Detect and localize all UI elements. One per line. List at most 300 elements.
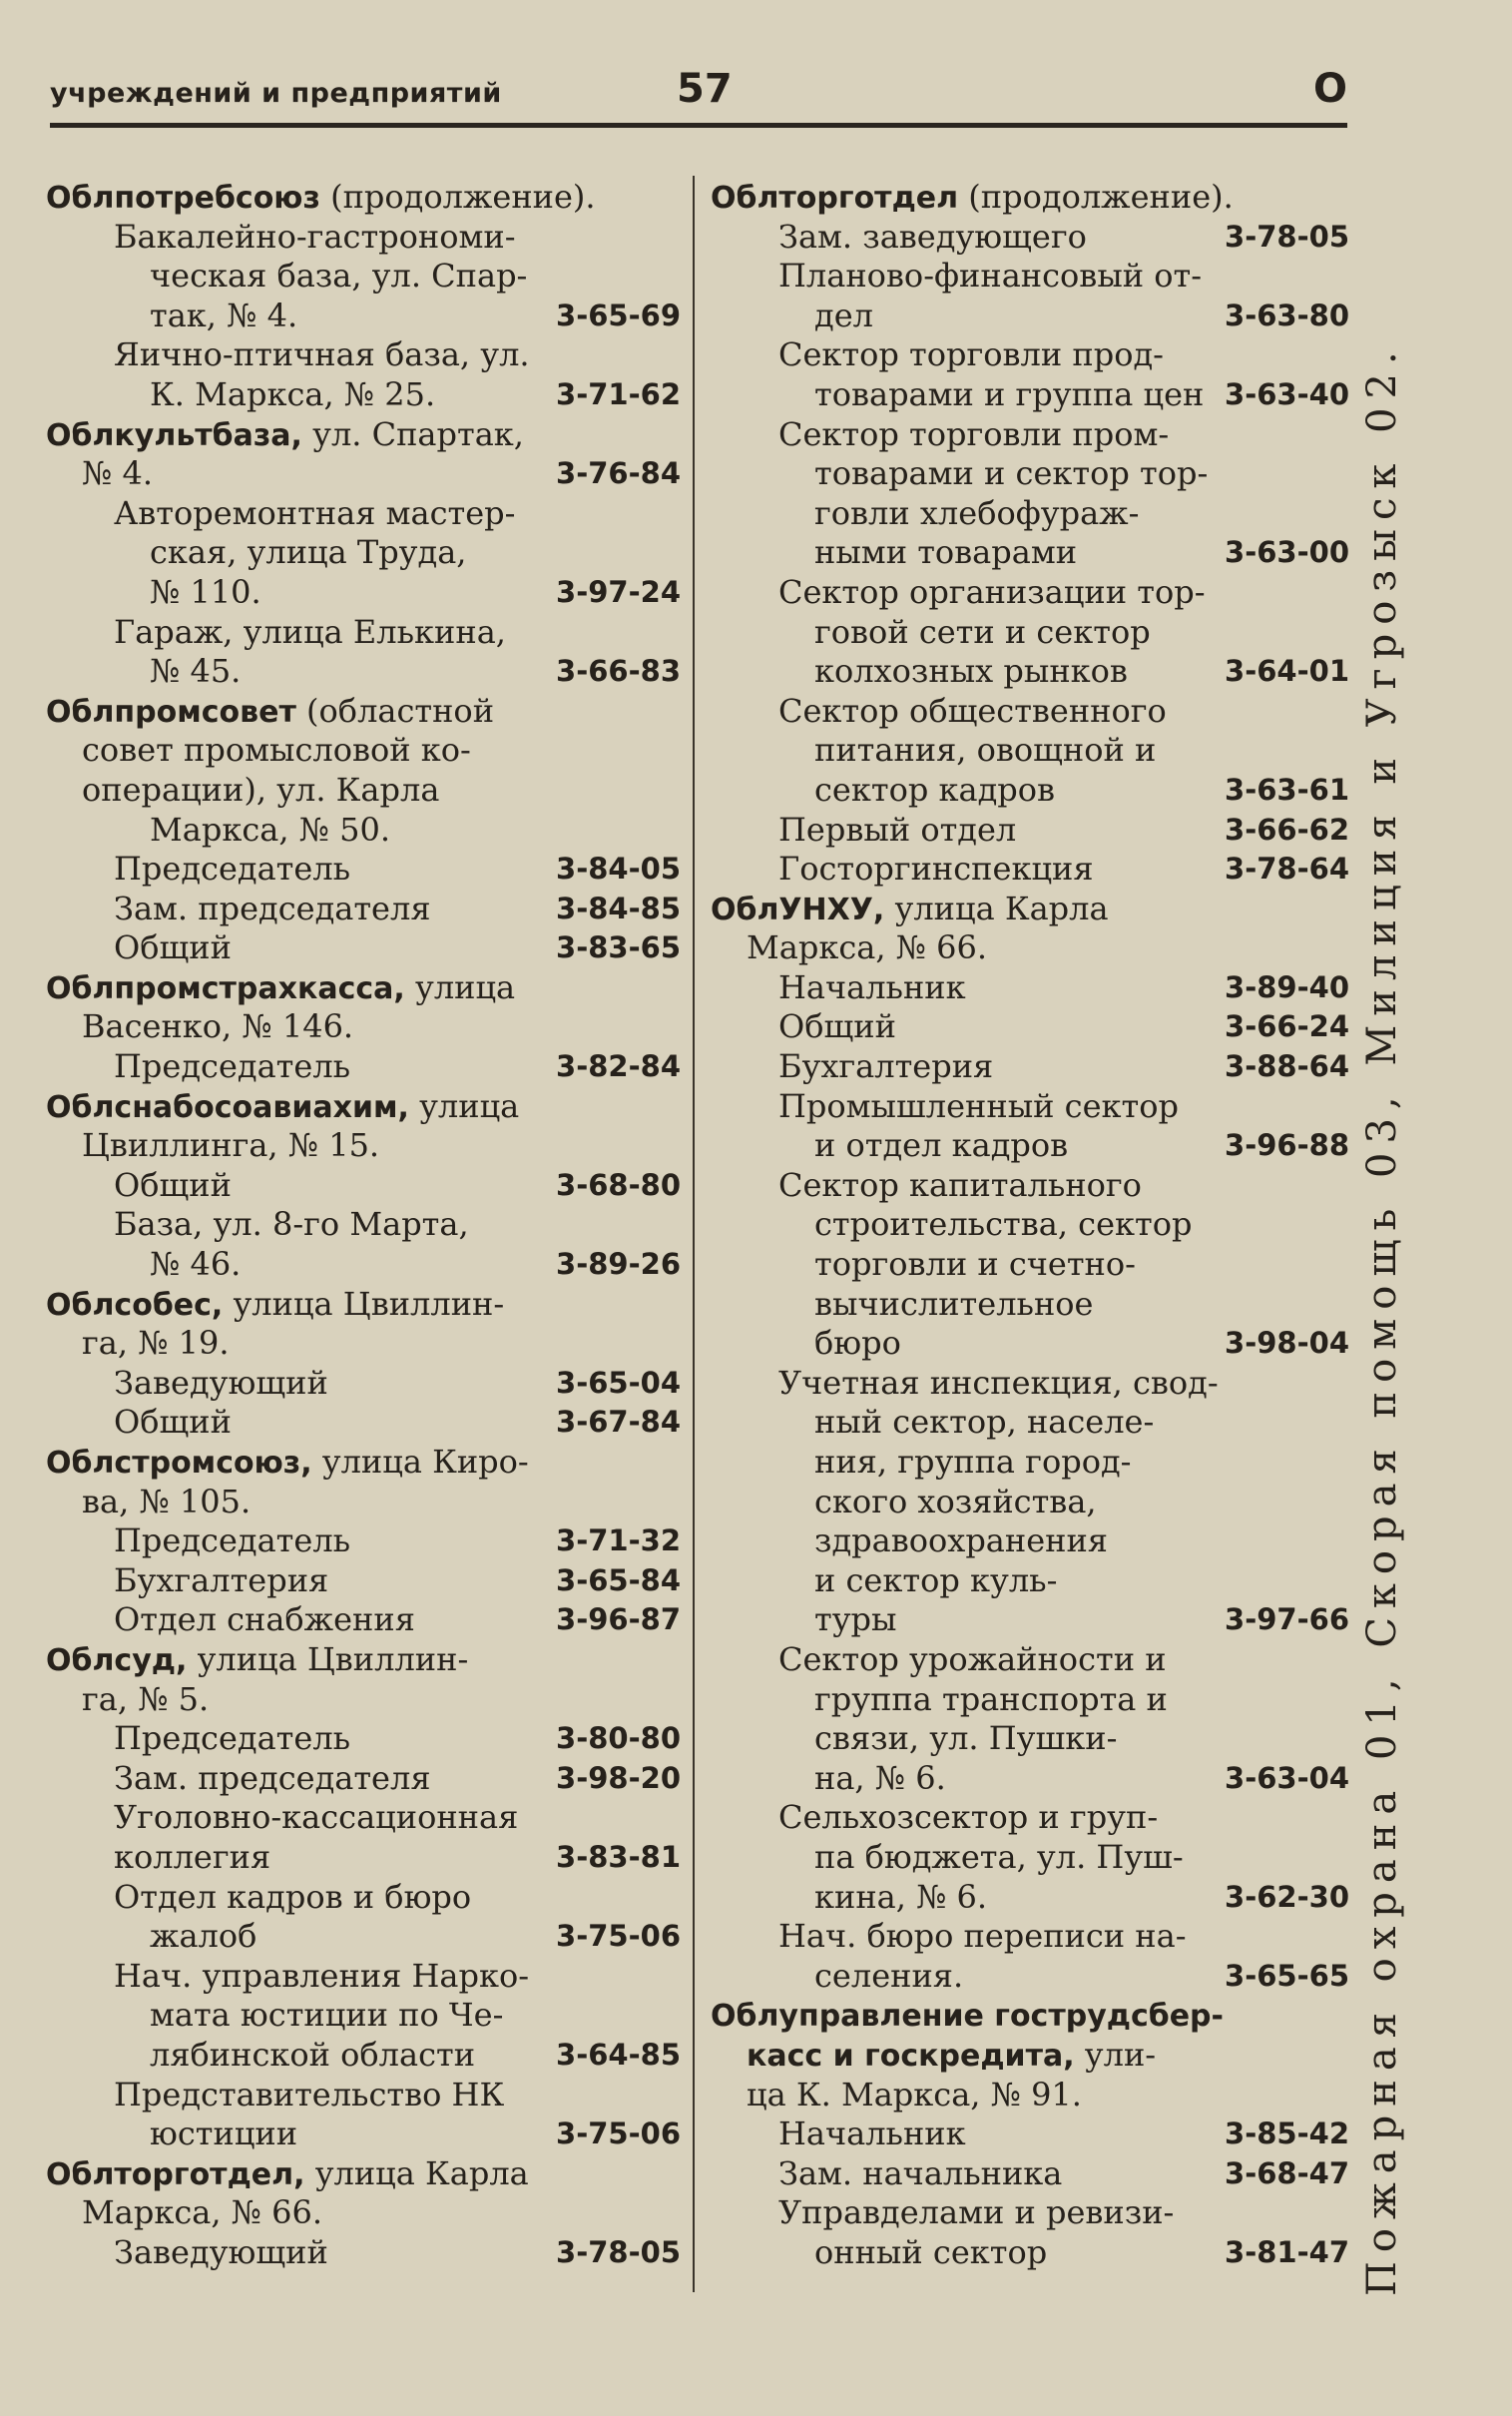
entry-text: Гараж, улица Елькина, (114, 612, 506, 651)
entry-text: Общий (114, 1403, 232, 1442)
entry-text: Зам. начальника (778, 2153, 1063, 2192)
entry-line (46, 494, 681, 534)
phone-number: 3-65-65 (1225, 1958, 1349, 1993)
entry-line (711, 533, 1349, 573)
entry-line (711, 2036, 1349, 2076)
phone-number: 3-83-65 (556, 930, 681, 965)
phone-number: 3-97-66 (1225, 1602, 1349, 1637)
entry-line (46, 1166, 681, 1206)
entry-text: ный сектор, населе- (814, 1403, 1155, 1442)
phone-number: 3-78-05 (1225, 219, 1349, 254)
entry-text: туры (814, 1600, 897, 1639)
entry-line (711, 454, 1349, 494)
entry-text: ными товарами (814, 533, 1078, 572)
directory-entry (46, 2076, 681, 2154)
directory-entry (46, 928, 681, 968)
entry-line (46, 1957, 681, 1997)
entry-text: Председатель (114, 1719, 351, 1758)
entry-text: строительства, сектор (814, 1205, 1193, 1244)
organization-name: Облсуд, (46, 1642, 188, 1678)
phone-number: 3-89-40 (1225, 969, 1349, 1004)
entry-text: Председатель (114, 1521, 351, 1560)
entry-line (711, 1483, 1349, 1522)
entry-line (46, 850, 681, 890)
entry-line (46, 218, 681, 258)
entry-text: здравоохранения (814, 1521, 1108, 1560)
phone-number: 3-85-42 (1225, 2116, 1349, 2151)
entry-line (711, 1205, 1349, 1245)
organization-name: Облторготдел, (46, 2156, 305, 2192)
entry-line (711, 1878, 1349, 1918)
entry-text: Учетная инспекция, свод- (778, 1363, 1219, 1402)
entry-text: Сельхозсектор и груп- (778, 1798, 1159, 1837)
entry-line (46, 178, 681, 218)
phone-number: 3-64-01 (1225, 654, 1349, 689)
page-number: 57 (677, 66, 733, 112)
directory-entry (46, 1600, 681, 1640)
entry-text: товарами и группа цен (814, 374, 1205, 413)
entry-line (711, 1285, 1349, 1325)
directory-entry (46, 1640, 681, 1719)
entry-line (711, 1245, 1349, 1285)
entry-text: Начальник (778, 2114, 966, 2153)
entry-text: товарами и сектор тор- (814, 454, 1209, 493)
entry-line (46, 1126, 681, 1166)
entry-text: кина, № 6. (814, 1877, 988, 1916)
entry-text: (областной (295, 691, 495, 730)
phone-number: 3-63-04 (1225, 1760, 1349, 1795)
entry-text: говли хлебофураж- (814, 493, 1140, 532)
entry-line (711, 1126, 1349, 1166)
entry-line (46, 1798, 681, 1838)
entry-text: Председатель (114, 1047, 351, 1086)
entry-text: Сектор торговли прод- (778, 335, 1164, 374)
directory-entry (711, 811, 1349, 851)
organization-name: Облпромсовет (46, 694, 296, 730)
entry-line (711, 1798, 1349, 1838)
entry-text: Зам. председателя (114, 889, 431, 927)
entry-line (46, 811, 681, 851)
entry-text: па бюджета, ул. Пуш- (814, 1837, 1184, 1876)
entry-line (711, 1838, 1349, 1878)
phone-number: 3-96-88 (1225, 1128, 1349, 1163)
entry-line (46, 533, 681, 573)
column-divider (693, 176, 695, 2292)
entry-line (46, 968, 681, 1008)
directory-entry (46, 218, 681, 336)
entry-line (711, 1324, 1349, 1364)
directory-entry (711, 415, 1349, 573)
entry-line (46, 1324, 681, 1364)
phone-number: 3-62-30 (1225, 1879, 1349, 1914)
phone-number: 3-96-87 (556, 1602, 681, 1637)
entry-text: жалоб (150, 1917, 257, 1956)
directory-entry (711, 1996, 1349, 2114)
entry-line (46, 2193, 681, 2233)
phone-number: 3-66-83 (556, 654, 681, 689)
entry-text: онный сектор (814, 2232, 1048, 2271)
entry-text: К. Маркса, № 25. (150, 374, 436, 413)
entry-line (46, 928, 681, 968)
entry-line (46, 1047, 681, 1087)
directory-entry (711, 1047, 1349, 1087)
entry-line (46, 454, 681, 494)
entry-text: торговли и счетно- (814, 1245, 1136, 1284)
entry-text: База, ул. 8-го Марта, (114, 1205, 469, 1244)
entry-line (46, 375, 681, 415)
directory-entry (46, 1047, 681, 1087)
entry-text: Заведующий (114, 1363, 328, 1402)
entry-text: Планово-финансовый от- (778, 257, 1203, 296)
directory-entry (46, 692, 681, 850)
entry-text: Бухгалтерия (114, 1560, 329, 1599)
phone-number: 3-76-84 (556, 456, 681, 491)
entry-line (711, 811, 1349, 851)
entry-line (711, 335, 1349, 375)
directory-entry (711, 692, 1349, 811)
right-column (711, 178, 1349, 2272)
entry-line (711, 1047, 1349, 1087)
entry-line (711, 1364, 1349, 1404)
entry-line (46, 257, 681, 297)
entry-line (711, 850, 1349, 890)
entry-line (46, 335, 681, 375)
organization-name: Облсобес, (46, 1287, 224, 1323)
entry-line (711, 1443, 1349, 1483)
entry-text: и сектор куль- (814, 1560, 1058, 1599)
entry-text: Сектор урожайности и (778, 1639, 1167, 1678)
entry-text: ва, № 105. (82, 1482, 252, 1520)
entry-line (46, 652, 681, 692)
entry-text: связи, ул. Пушки- (814, 1719, 1118, 1758)
directory-entry (46, 1957, 681, 2076)
directory-entry (46, 613, 681, 692)
entry-line (711, 297, 1349, 336)
entry-line (711, 2114, 1349, 2154)
directory-entry (711, 1364, 1349, 1640)
entry-text: Промышленный сектор (778, 1086, 1179, 1125)
directory-entry (46, 890, 681, 929)
entry-text: говой сети и сектор (814, 612, 1151, 651)
entry-text: улица Карла (884, 889, 1109, 927)
phone-number: 3-67-84 (556, 1405, 681, 1440)
entry-line (46, 1364, 681, 1404)
entry-text: Госторгинспекция (778, 850, 1094, 889)
entry-line (711, 415, 1349, 455)
directory-entry (711, 1640, 1349, 1798)
entry-line (711, 2076, 1349, 2115)
phone-number: 3-78-64 (1225, 852, 1349, 887)
organization-name: Облснабосоавиахим, (46, 1089, 409, 1125)
entry-text: селения. (814, 1956, 964, 1995)
entry-line (46, 613, 681, 653)
entry-text: на, № 6. (814, 1758, 946, 1797)
entry-text: ского хозяйства, (814, 1482, 1097, 1520)
entry-line (711, 968, 1349, 1008)
entry-text: га, № 5. (82, 1679, 210, 1718)
entry-text: вычислительное (814, 1284, 1094, 1323)
phone-number: 3-65-84 (556, 1562, 681, 1597)
entry-text: лябинской области (150, 2035, 476, 2074)
entry-text: группа транспорта и (814, 1679, 1168, 1718)
phone-number: 3-68-80 (556, 1167, 681, 1202)
entry-text: Управделами и ревизи- (778, 2193, 1175, 2232)
phone-number: 3-66-24 (1225, 1009, 1349, 1044)
entry-text: коллегия (114, 1837, 271, 1876)
entry-line (46, 1087, 681, 1127)
entry-line (711, 2193, 1349, 2233)
entry-text: Сектор торговли пром- (778, 414, 1170, 453)
directory-entry (46, 1364, 681, 1404)
entry-text: га, № 19. (82, 1324, 230, 1363)
entry-line (711, 771, 1349, 811)
entry-text: Отдел снабжения (114, 1600, 415, 1639)
phone-number: 3-63-00 (1225, 535, 1349, 570)
entry-line (711, 1759, 1349, 1799)
directory-entry (711, 218, 1349, 258)
entry-text: операции), ул. Карла (82, 770, 440, 809)
entry-line (46, 1483, 681, 1522)
organization-name: ОблУНХУ, (711, 892, 885, 927)
entry-line (46, 297, 681, 336)
header-rule (50, 123, 1347, 128)
entry-line (711, 178, 1349, 218)
entry-line (46, 1245, 681, 1285)
entry-text: Общий (778, 1007, 896, 1046)
entry-line (46, 1521, 681, 1561)
entry-text: (продолжение). (958, 178, 1234, 216)
entry-text: Бакалейно-гастрономи- (114, 217, 516, 256)
directory-entry (46, 2233, 681, 2273)
entry-line (711, 731, 1349, 771)
entry-text: питания, овощной и (814, 731, 1157, 770)
entry-line (711, 257, 1349, 297)
phone-number: 3-83-81 (556, 1839, 681, 1874)
directory-entry (46, 1878, 681, 1957)
entry-line (46, 1719, 681, 1759)
entry-line (46, 692, 681, 732)
entry-text: Представительство НК (114, 2075, 505, 2114)
entry-line (711, 1087, 1349, 1127)
entry-line (46, 1680, 681, 1720)
directory-entry (46, 1521, 681, 1561)
entry-text: улица Киро- (311, 1443, 529, 1481)
directory-entry (46, 415, 681, 494)
organization-name: Облпотребсоюз (46, 181, 320, 216)
entry-text: бюро (814, 1324, 901, 1363)
header-running-title: учреждений и предприятий (50, 78, 502, 109)
directory-entry (711, 850, 1349, 890)
entry-text: улица Карла (304, 2153, 529, 2192)
directory-entry (46, 968, 681, 1047)
entry-line (711, 1403, 1349, 1443)
entry-line (46, 1917, 681, 1957)
entry-line (46, 1561, 681, 1601)
entry-text: сектор кадров (814, 770, 1056, 809)
entry-line (711, 1640, 1349, 1680)
entry-line (46, 2036, 681, 2076)
entry-line (711, 1917, 1349, 1957)
directory-entry (46, 1403, 681, 1443)
directory-entry (711, 1798, 1349, 1917)
entry-line (711, 2233, 1349, 2273)
entry-line (711, 1600, 1349, 1640)
entry-text: Сектор организации тор- (778, 572, 1206, 611)
entry-text: ческая база, ул. Спар- (150, 257, 528, 296)
directory-entry (711, 1917, 1349, 1996)
directory-entry (711, 2114, 1349, 2154)
entry-text: ца К. Маркса, № 91. (747, 2075, 1082, 2114)
phone-number: 3-65-69 (556, 298, 681, 332)
entry-text: юстиции (150, 2114, 298, 2153)
entry-line (46, 1443, 681, 1483)
phone-number: 3-82-84 (556, 1049, 681, 1084)
entry-text: ул. Спартак, (301, 414, 524, 453)
entry-text: № 46. (150, 1245, 242, 1284)
entry-line (46, 1996, 681, 2036)
entry-line (711, 652, 1349, 692)
directory-entry (46, 1285, 681, 1364)
phone-number: 3-75-06 (556, 1919, 681, 1954)
entry-line (46, 2154, 681, 2194)
entry-text: Сектор общественного (778, 691, 1167, 730)
directory-entry (711, 968, 1349, 1008)
entry-line (711, 494, 1349, 534)
entry-line (46, 1600, 681, 1640)
entry-text: Общий (114, 1165, 232, 1204)
directory-entry (46, 335, 681, 414)
entry-text: мата юстиции по Че- (150, 1996, 504, 2035)
entry-text: № 4. (82, 454, 153, 493)
phone-number: 3-98-04 (1225, 1326, 1349, 1361)
directory-entry (711, 2193, 1349, 2272)
directory-entry (711, 1087, 1349, 1166)
directory-entry (46, 850, 681, 890)
phone-number: 3-80-80 (556, 1721, 681, 1756)
directory-entry (46, 1166, 681, 1206)
page-header (50, 60, 1347, 128)
organization-name: Облпромстрахкасса, (46, 970, 405, 1006)
directory-entry (711, 1166, 1349, 1364)
directory-entry (46, 1087, 681, 1166)
entry-line (711, 375, 1349, 415)
directory-entry (711, 335, 1349, 414)
entry-line (46, 771, 681, 811)
entry-text: Сектор капитального (778, 1165, 1142, 1204)
entry-text: ская, улица Труда, (150, 533, 467, 572)
phone-number: 3-71-62 (556, 376, 681, 411)
phone-number: 3-64-85 (556, 2037, 681, 2072)
phone-number: 3-88-64 (1225, 1049, 1349, 1084)
entry-line (46, 2076, 681, 2115)
phone-number: 3-66-62 (1225, 812, 1349, 847)
entry-text: Заведующий (114, 2232, 328, 2271)
entry-text: дел (814, 296, 873, 334)
phone-number: 3-65-04 (556, 1365, 681, 1400)
entry-text: улица Цвиллин- (187, 1639, 469, 1678)
directory-entry (46, 1205, 681, 1284)
entry-line (711, 692, 1349, 732)
entry-line (711, 573, 1349, 613)
phone-number: 3-97-24 (556, 574, 681, 609)
entry-line (711, 1719, 1349, 1759)
organization-name: Облстромсоюз, (46, 1446, 312, 1481)
entry-text: улица (404, 967, 516, 1006)
entry-line (46, 1007, 681, 1047)
entry-line (711, 613, 1349, 653)
entry-line (46, 1838, 681, 1878)
entry-text: Цвиллинга, № 15. (82, 1126, 380, 1165)
entry-text: Нач. бюро переписи на- (778, 1917, 1187, 1956)
entry-text: (продолжение). (319, 178, 596, 216)
entry-line (711, 2154, 1349, 2194)
entry-line (46, 890, 681, 929)
entry-line (711, 928, 1349, 968)
organization-name: касс и госкредита, (747, 2038, 1075, 2074)
entry-line (711, 890, 1349, 929)
directory-entry (46, 1561, 681, 1601)
entry-line (711, 218, 1349, 258)
directory-entry (711, 178, 1349, 218)
directory-entry (46, 1719, 681, 1759)
entry-text: и отдел кадров (814, 1126, 1069, 1165)
entry-line (711, 1996, 1349, 2036)
entry-line (711, 1957, 1349, 1997)
organization-name: Облкультбаза, (46, 417, 302, 453)
entry-line (711, 1521, 1349, 1561)
entry-line (46, 2233, 681, 2273)
entry-text: Отдел кадров и бюро (114, 1877, 472, 1916)
entry-text: Бухгалтерия (778, 1047, 994, 1086)
entry-text: № 45. (150, 652, 242, 691)
directory-entry (46, 1759, 681, 1799)
directory-entry (711, 2154, 1349, 2194)
entry-text: улица Цвиллин- (223, 1284, 505, 1323)
entry-text: Общий (114, 928, 232, 967)
entry-text: так, № 4. (150, 296, 298, 334)
directory-entry (711, 573, 1349, 692)
entry-line (46, 1640, 681, 1680)
phone-number: 3-68-47 (1225, 2155, 1349, 2190)
entry-line (46, 1878, 681, 1918)
entry-text: Маркса, № 50. (150, 810, 391, 849)
entry-text: Зам. председателя (114, 1758, 431, 1797)
entry-text: № 110. (150, 572, 261, 611)
entry-line (46, 731, 681, 771)
organization-name: Облторготдел (711, 181, 959, 216)
directory-entry (46, 1443, 681, 1521)
entry-text: Васенко, № 146. (82, 1007, 354, 1046)
entry-text: Нач. управления Нарко- (114, 1956, 530, 1995)
entry-line (46, 1205, 681, 1245)
phone-number: 3-89-26 (556, 1247, 681, 1282)
entry-line (46, 415, 681, 455)
entry-text: ния, группа город- (814, 1443, 1132, 1481)
directory-entry (46, 178, 681, 218)
entry-text: Яично-птичная база, ул. (114, 335, 530, 374)
entry-text: Председатель (114, 850, 351, 889)
entry-line (711, 1680, 1349, 1720)
entry-line (46, 573, 681, 613)
phone-number: 3-63-61 (1225, 772, 1349, 807)
entry-line (46, 1285, 681, 1325)
emergency-numbers-sidebar: Пожарная охрана 01, Скорая помощь 03, Милиция и Угрозыск 02. (1359, 342, 1405, 2296)
left-column (46, 178, 681, 2272)
entry-text: улица (408, 1086, 520, 1125)
entry-line (46, 1759, 681, 1799)
phone-number: 3-63-40 (1225, 376, 1349, 411)
entry-text: Уголовно-кассационная (114, 1798, 519, 1837)
